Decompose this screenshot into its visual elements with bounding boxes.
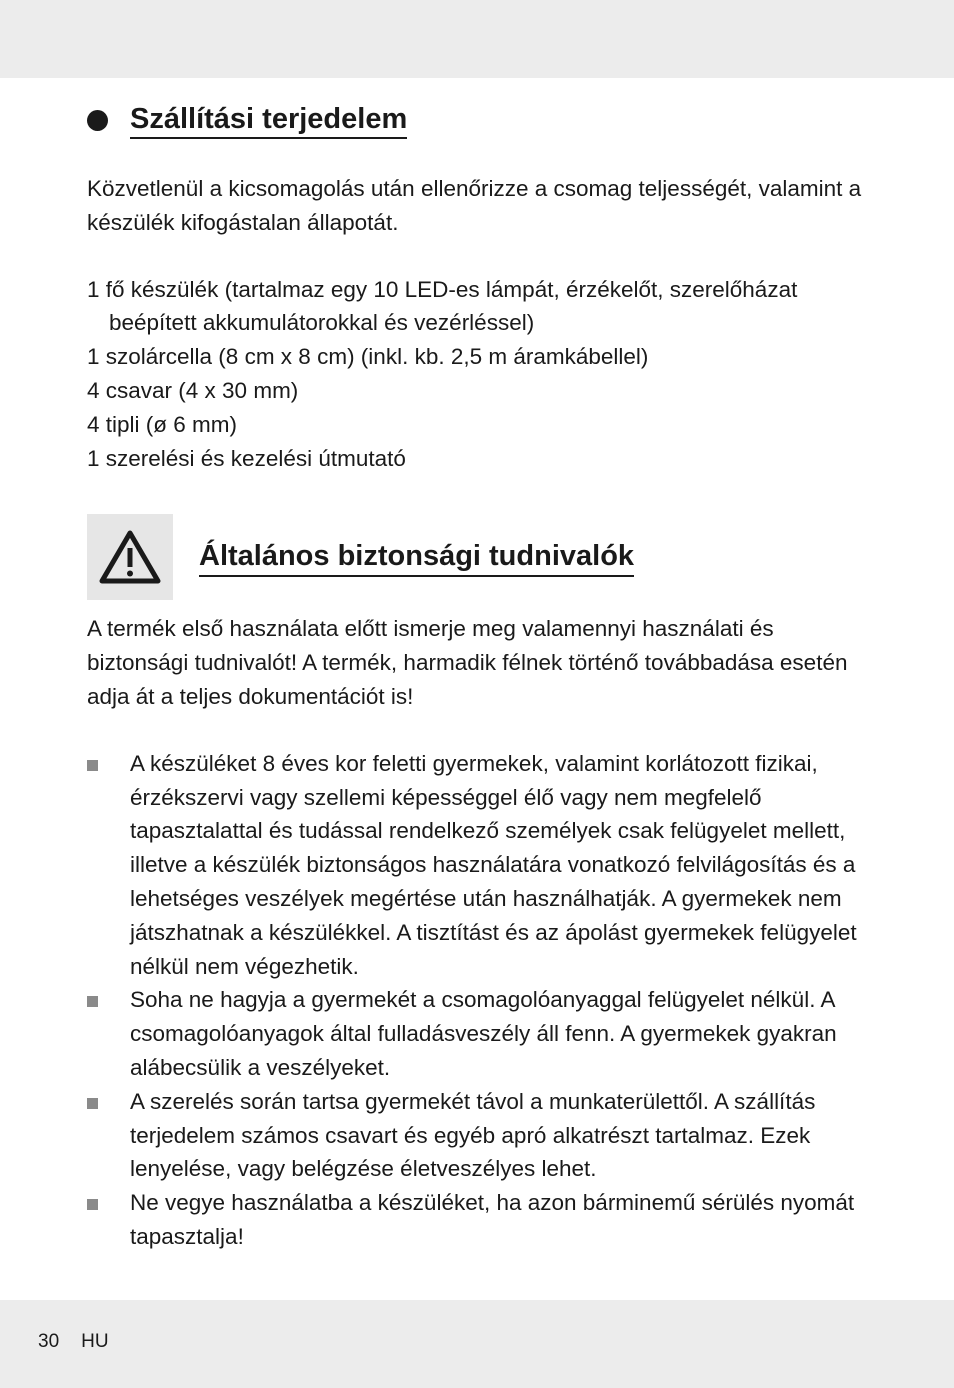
- square-bullet-icon: [87, 1199, 98, 1210]
- footer-band: [0, 1300, 954, 1388]
- page-content: [87, 98, 867, 1254]
- safety-intro: A termék első használata előtt ismerje meg valamennyi használati és biztonsági tudnivalót! A termék, harmadik félnek történő továbbadása esetén adja át a teljes dokumentációt is!: [87, 616, 848, 709]
- section-safety-heading: [87, 514, 867, 600]
- section-scope-heading: [87, 98, 867, 142]
- header-band: [0, 0, 954, 78]
- section-scope-title: Szállítási terjedelem: [130, 102, 408, 135]
- warning-triangle-icon: [98, 529, 162, 585]
- language-code: HU: [81, 1331, 109, 1352]
- section-safety-title: Általános biztonsági tudnivalók: [199, 539, 635, 572]
- square-bullet-icon: [87, 996, 98, 1007]
- warning-box: [87, 514, 173, 600]
- list-item: A szerelés során tartsa gyermekét távol a munkaterülettől. A szállítás terjedelem számos csavart és egyéb apró alkatrészt tartalmaz. Ezek lenyelése, vagy belégzése életveszélyes lehet.: [87, 1085, 867, 1186]
- safety-bullets: [87, 747, 867, 1254]
- page-footer: [38, 1330, 131, 1354]
- list-item: 4 tipli (ø 6 mm): [87, 411, 238, 437]
- list-item: 4 csavar (4 x 30 mm): [87, 377, 299, 403]
- bullet-dot-icon: [87, 110, 108, 131]
- square-bullet-icon: [87, 760, 98, 771]
- list-item: 1 szerelési és kezelési útmutató: [87, 445, 406, 471]
- list-item: A készüléket 8 éves kor feletti gyermekek, valamint korlátozott fizikai, érzékszervi vagy szellemi képességgel élő vagy nem megfelelő tapasztalattal és tudással rendelkező személyek csak felügyelet mellett, illetve a készülék biztonságos használatára vonatkozó felvilágosítás és a lehetséges veszélyek megértése után használhatják. A gyermekek nem játszhatnak a készülékkel. A tisztítást és az ápolást gyermekek felügyelet nélkül nem végezhetik.: [87, 747, 867, 984]
- list-item: Ne vegye használatba a készüléket, ha azon bárminemű sérülés nyomát tapasztalja!: [87, 1186, 867, 1254]
- list-item: 1 szolárcella (8 cm x 8 cm) (inkl. kb. 2,5 m áramkábellel): [87, 344, 649, 370]
- list-item: Soha ne hagyja a gyermekét a csomagolóanyaggal felügyelet nélkül. A csomagolóanyagok által fulladásveszély áll fenn. A gyermekek gyakran alábecsülik a veszélyeket.: [87, 983, 867, 1084]
- square-bullet-icon: [87, 1098, 98, 1109]
- page-number: 30: [38, 1331, 60, 1352]
- scope-list: [87, 273, 867, 476]
- scope-intro: Közvetlenül a kicsomagolás után ellenőrizze a csomag teljességét, valamint a készülék kifogástalan állapotát.: [87, 176, 862, 235]
- list-item: 1 fő készülék (tartalmaz egy 10 LED-es lámpát, érzékelőt, szerelőházat beépített akkumulátorokkal és vezérléssel): [87, 276, 798, 336]
